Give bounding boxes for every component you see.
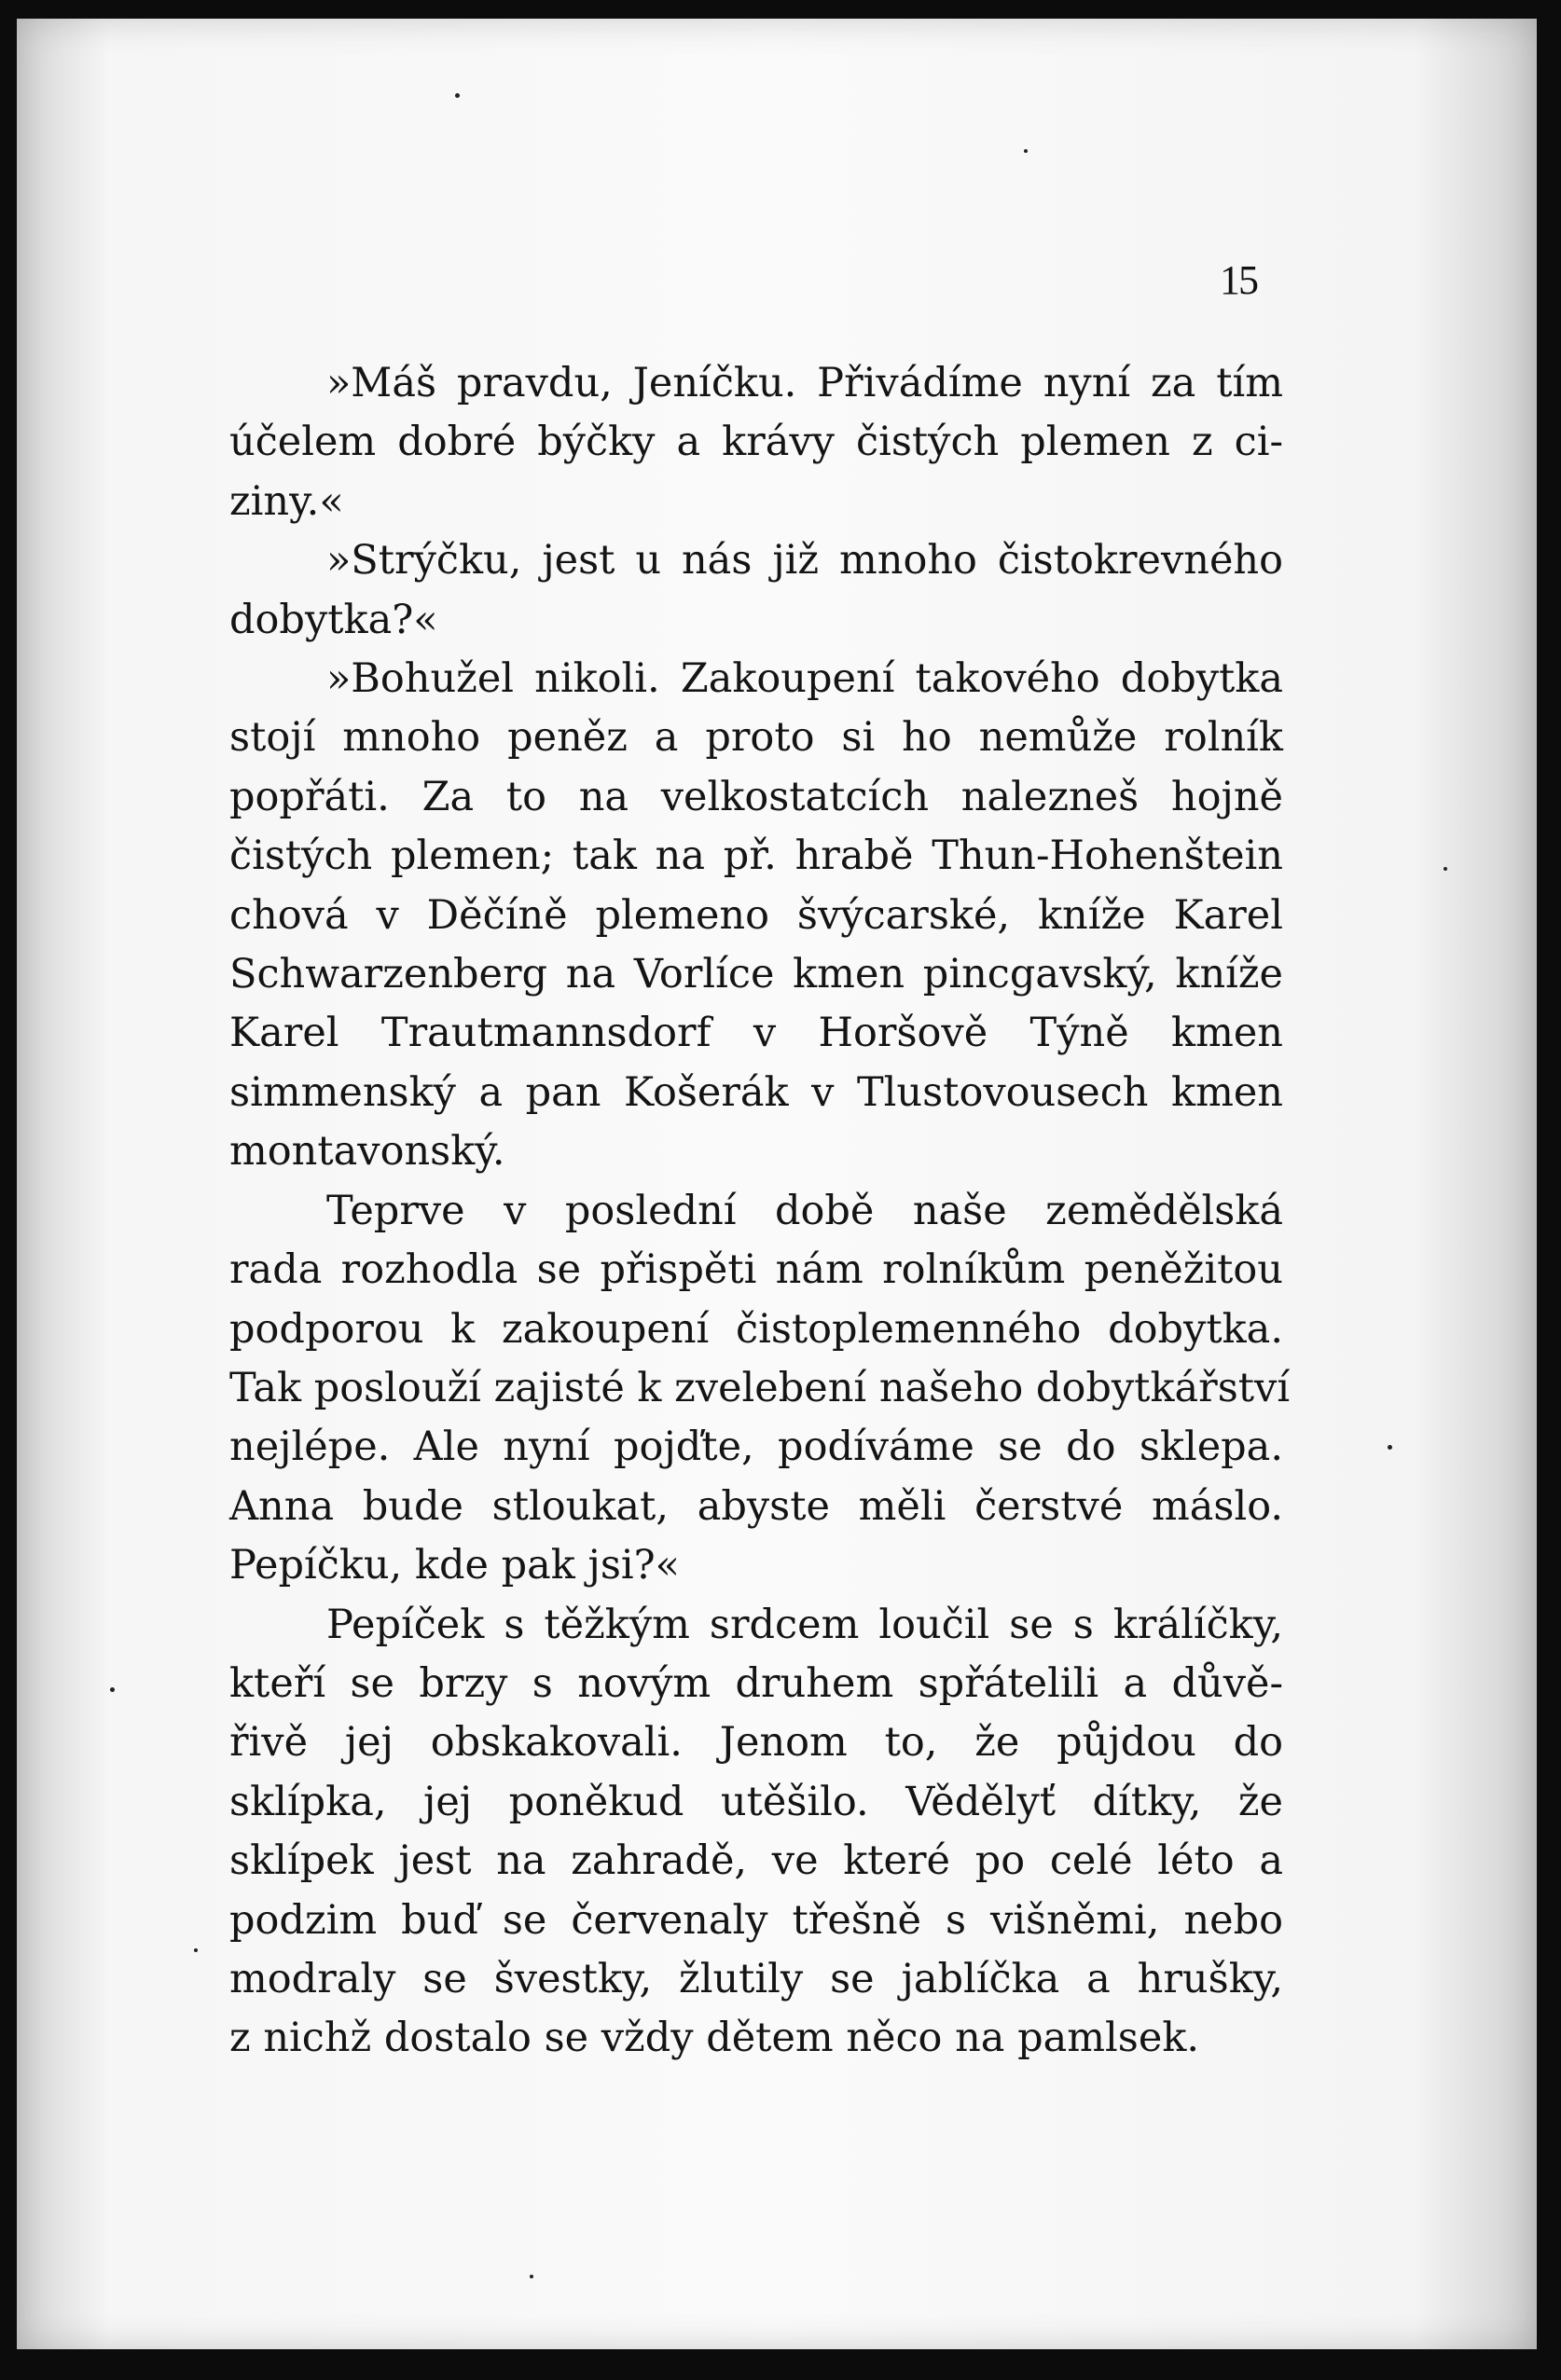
text-line: z nichž dostalo se vždy dětem něco na pamlsek. (229, 2015, 1200, 2062)
text-line: nejlépe. Ale nyní pojďte, podíváme se do sklepa. (229, 1424, 1283, 1471)
text-line: Pepíček s těžkým srdcem loučil se s králíčky, (326, 1601, 1283, 1648)
text-line: »Strýčku, jest u nás již mnoho čistokrevného (326, 537, 1283, 585)
text-line: simmenský a pan Košerák v Tlustovousech kmen (229, 1068, 1283, 1116)
text-line: rada rozhodla se přispěti nám rolníkům peněžitou (229, 1246, 1283, 1294)
text-line: sklípka, jej poněkud utěšilo. Vědělyť dítky, že (229, 1778, 1283, 1825)
scan-speck (1024, 149, 1028, 153)
text-line: Tak poslouží zajisté k zvelebení našeho dobytkářství (229, 1364, 1291, 1411)
text-line: popřáti. Za to na velkostatcích nalezneš hojně (229, 773, 1283, 820)
scan-speck (1388, 1445, 1392, 1450)
text-line: ziny.« (229, 477, 344, 525)
text-line: podporou k zakoupení čistoplemenného dobytka. (229, 1305, 1283, 1353)
text-line: Teprve v poslední době naše zemědělská (326, 1187, 1283, 1234)
paragraph (229, 1182, 1291, 1596)
text-line: Anna bude stloukat, abyste měli čerstvé máslo. (229, 1482, 1283, 1530)
text-line: Schwarzenberg na Vorlíce kmen pincgavský, kníže (229, 951, 1283, 998)
text-line: »Bohužel nikoli. Zakoupení takového dobytka (326, 655, 1283, 703)
scan-speck (194, 1948, 198, 1952)
text-line: čistých plemen; tak na př. hrabě Thun-Hohenštein (229, 832, 1283, 880)
scan-speck (110, 1687, 115, 1692)
text-line: dobytka?« (229, 596, 438, 643)
scan-speck (1444, 867, 1447, 871)
text-line: chová v Děčíně plemeno švýcarské, kníže Karel (229, 891, 1283, 939)
book-page (17, 19, 1537, 2349)
text-line: účelem dobré býčky a krávy čistých plemen z ci- (229, 419, 1283, 466)
text-line: stojí mnoho peněz a proto si ho nemůže rolník (229, 714, 1283, 762)
text-line: modraly se švestky, žlutily se jablíčka a hrušky, (229, 1955, 1283, 2002)
text-line: Karel Trautmannsdorf v Horšově Týně kmen (229, 1010, 1283, 1057)
body-text (229, 354, 1291, 2069)
paragraph (229, 650, 1283, 1182)
paragraph (229, 531, 1283, 650)
paragraph (229, 354, 1283, 531)
text-line: sklípek jest na zahradě, ve které po celé léto a (229, 1837, 1283, 1885)
paragraph (229, 1596, 1283, 2069)
text-line: kteří se brzy s novým druhem spřátelili a důvě- (229, 1659, 1283, 1707)
text-line: montavonský. (229, 1128, 505, 1176)
text-line: podzim buď se červenaly třešně s višněmi, nebo (229, 1896, 1283, 1944)
text-line: »Máš pravdu, Jeníčku. Přivádíme nyní za tím (326, 360, 1283, 406)
text-line: Pepíčku, kde pak jsi?« (229, 1542, 680, 1589)
scan-speck (455, 93, 460, 98)
text-line: řivě jej obskakovali. Jenom to, že půjdou do (229, 1719, 1283, 1767)
scan-speck (530, 2275, 533, 2278)
page-number: 15 (1220, 257, 1257, 303)
